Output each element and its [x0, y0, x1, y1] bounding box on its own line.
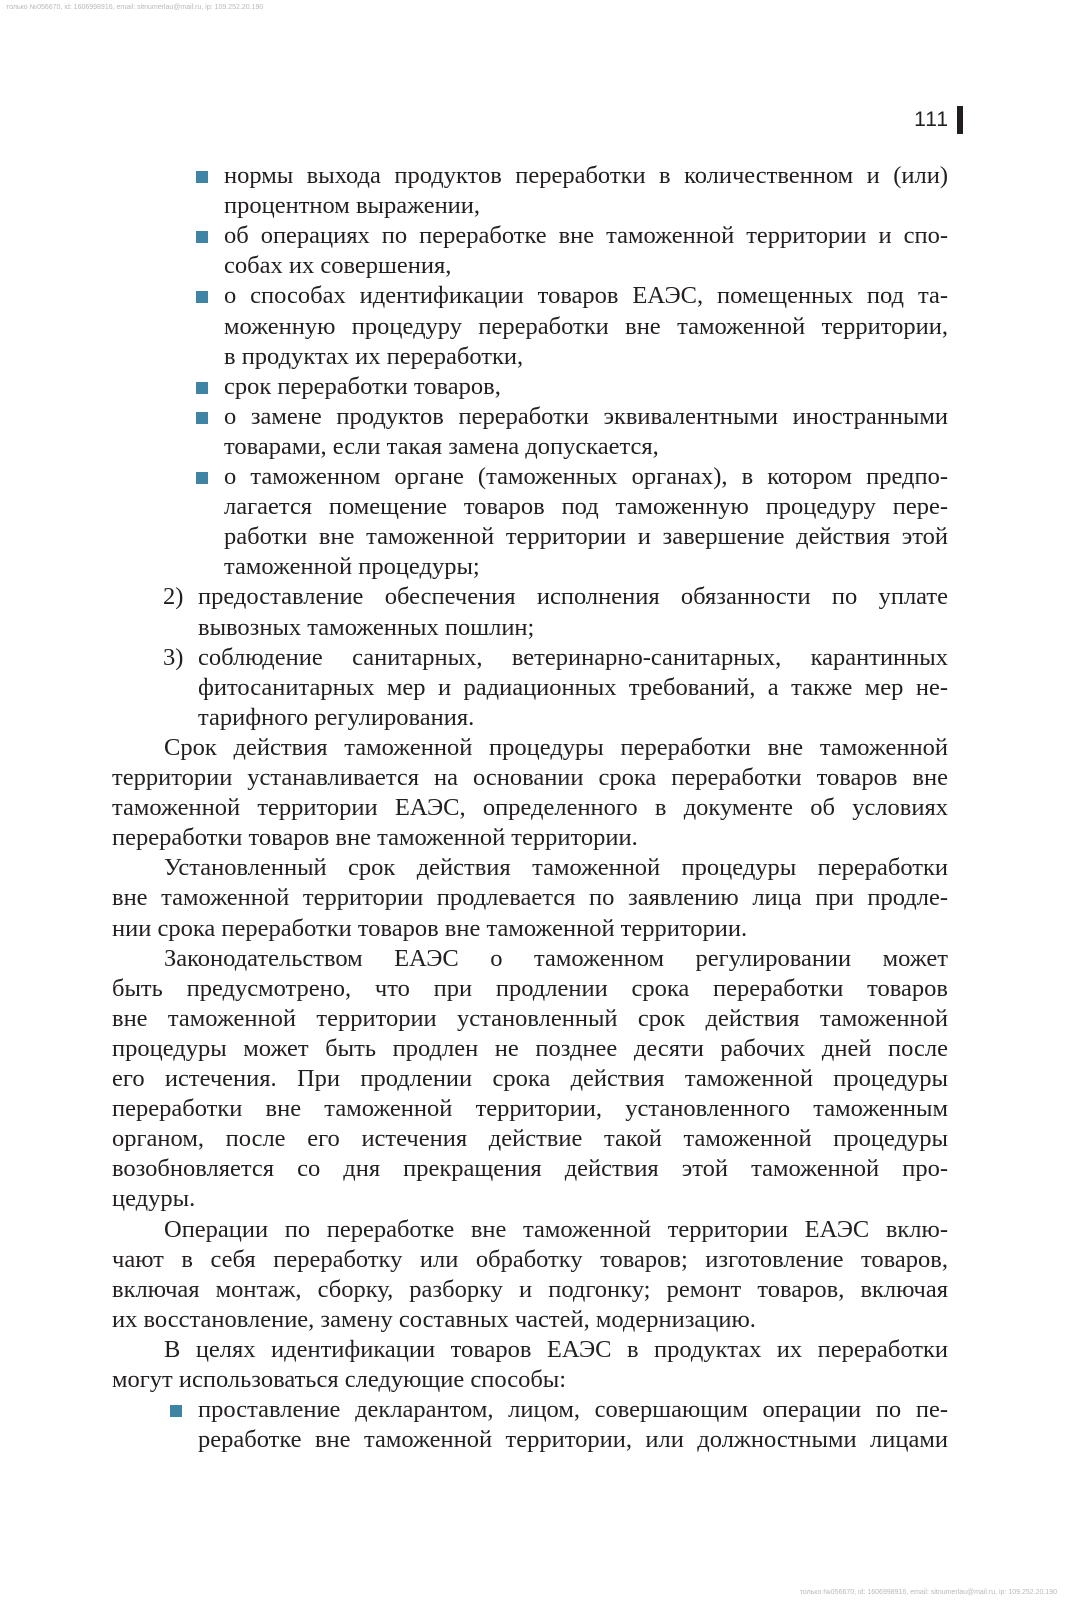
- inner-bullet-line: процентном выражении,: [224, 192, 481, 220]
- paragraph-line: быть предусмотрено, что при продлении срока переработки товаров: [112, 974, 948, 1002]
- inner-bullet-line: срок переработки товаров,: [224, 372, 501, 400]
- paragraph-line: возобновляется со дня прекращения действия этой таможенной про-: [112, 1155, 948, 1183]
- paragraph-line: включая монтаж, сборку, разборку и подгонку; ремонт товаров, включая: [112, 1275, 948, 1303]
- inner-bullet-square: [196, 171, 208, 183]
- paragraph-line: Установленный срок действия таможенной процедуры переработки: [164, 854, 948, 882]
- inner-bullet-square: [196, 472, 208, 484]
- paragraph-line: органом, после его истечения действие такой таможенной процедуры: [112, 1125, 948, 1153]
- inner-bullet-square: [196, 231, 208, 243]
- watermark-top: только №056670, id: 1606998916, email: sitnumerlau@mail.ru, ip: 109.252.20.190: [6, 4, 264, 11]
- inner-bullet-line: таможенной процедуры;: [224, 553, 480, 581]
- inner-bullet-line: об операциях по переработке вне таможенной территории и спо-: [224, 222, 948, 250]
- numbered-item-line: фитосанитарных мер и радиационных требований, а также мер не-: [198, 673, 948, 701]
- final-bullet-square: [170, 1405, 182, 1417]
- inner-bullet-square: [196, 412, 208, 424]
- inner-bullet-line: лагается помещение товаров под таможенную процедуру пере-: [224, 493, 948, 521]
- final-bullet-line: проставление декларантом, лицом, совершающим операции по пе-: [198, 1396, 948, 1424]
- paragraph-line: переработки товаров вне таможенной территории.: [112, 824, 638, 852]
- paragraph-line: таможенной территории ЕАЭС, определенного в документе об условиях: [112, 794, 948, 822]
- numbered-item-line: тарифного регулирования.: [198, 703, 475, 731]
- inner-bullet-line: нормы выхода продуктов переработки в количественном и (или): [224, 162, 948, 189]
- paragraph-line: Законодательством ЕАЭС о таможенном регулировании может: [164, 944, 948, 972]
- inner-bullet-square: [196, 382, 208, 394]
- paragraph-line: их восстановление, замену составных частей, модернизацию.: [112, 1305, 756, 1333]
- inner-bullet-line: работки вне таможенной территории и завершение действия этой: [224, 523, 948, 551]
- list-number: 3): [163, 643, 184, 671]
- paragraph-line: вне таможенной территории установленный срок действия таможенной: [112, 1004, 948, 1032]
- paragraph-line: В целях идентификации товаров ЕАЭС в продуктах их переработки: [164, 1335, 948, 1363]
- paragraph-line: Срок действия таможенной процедуры переработки вне таможенной: [164, 733, 948, 761]
- paragraph-line: могут использоваться следующие способы:: [112, 1366, 567, 1393]
- paragraph-line: чают в себя переработку или обработку товаров; изготовление товаров,: [112, 1245, 948, 1273]
- numbered-item-line: вывозных таможенных пошлин;: [198, 613, 535, 641]
- paragraph-line: территории устанавливается на основании срока переработки товаров вне: [112, 764, 948, 791]
- paragraph-line: цедуры.: [112, 1185, 196, 1213]
- page-number-text: 111: [914, 108, 949, 131]
- inner-bullet-line: собах их совершения,: [224, 252, 452, 280]
- inner-bullet-line: товарами, если такая замена допускается,: [224, 432, 659, 460]
- paragraph-line: процедуры может быть продлен не позднее десяти рабочих дней после: [112, 1034, 948, 1062]
- paragraph-line: вне таможенной территории продлевается по заявлению лица при продле-: [112, 884, 948, 912]
- list-number: 2): [163, 583, 184, 611]
- paragraph-line: нии срока переработки товаров вне таможенной территории.: [112, 914, 748, 942]
- paragraph-line: переработки вне таможенной территории, установленного таможенным: [112, 1095, 948, 1123]
- inner-bullet-line: моженную процедуру переработки вне таможенной территории,: [224, 312, 948, 340]
- inner-bullet-square: [196, 291, 208, 303]
- watermark-bottom: только №056670, id: 1606998916, email: sitnumerlau@mail.ru, ip: 109.252.20.190: [799, 1589, 1057, 1596]
- inner-bullet-line: о замене продуктов переработки эквивалентными иностранными: [224, 402, 948, 430]
- inner-bullet-line: в продуктах их переработки,: [224, 342, 524, 370]
- page-number-bar: [957, 106, 963, 134]
- numbered-item-line: предоставление обеспечения исполнения обязанности по уплате: [198, 583, 948, 611]
- final-bullet-line: реработке вне таможенной территории, или должностными лицами: [198, 1426, 948, 1454]
- paragraph-line: Операции по переработке вне таможенной территории ЕАЭС вклю-: [164, 1215, 948, 1243]
- inner-bullet-line: о способах идентификации товаров ЕАЭС, помещенных под та-: [224, 282, 948, 310]
- page-number: [914, 106, 963, 134]
- numbered-item-line: соблюдение санитарных, ветеринарно-санитарных, карантинных: [198, 643, 948, 671]
- paragraph-line: его истечения. При продлении срока действия таможенной процедуры: [112, 1065, 948, 1092]
- inner-bullet-line: о таможенном органе (таможенных органах), в котором предпо-: [224, 463, 948, 490]
